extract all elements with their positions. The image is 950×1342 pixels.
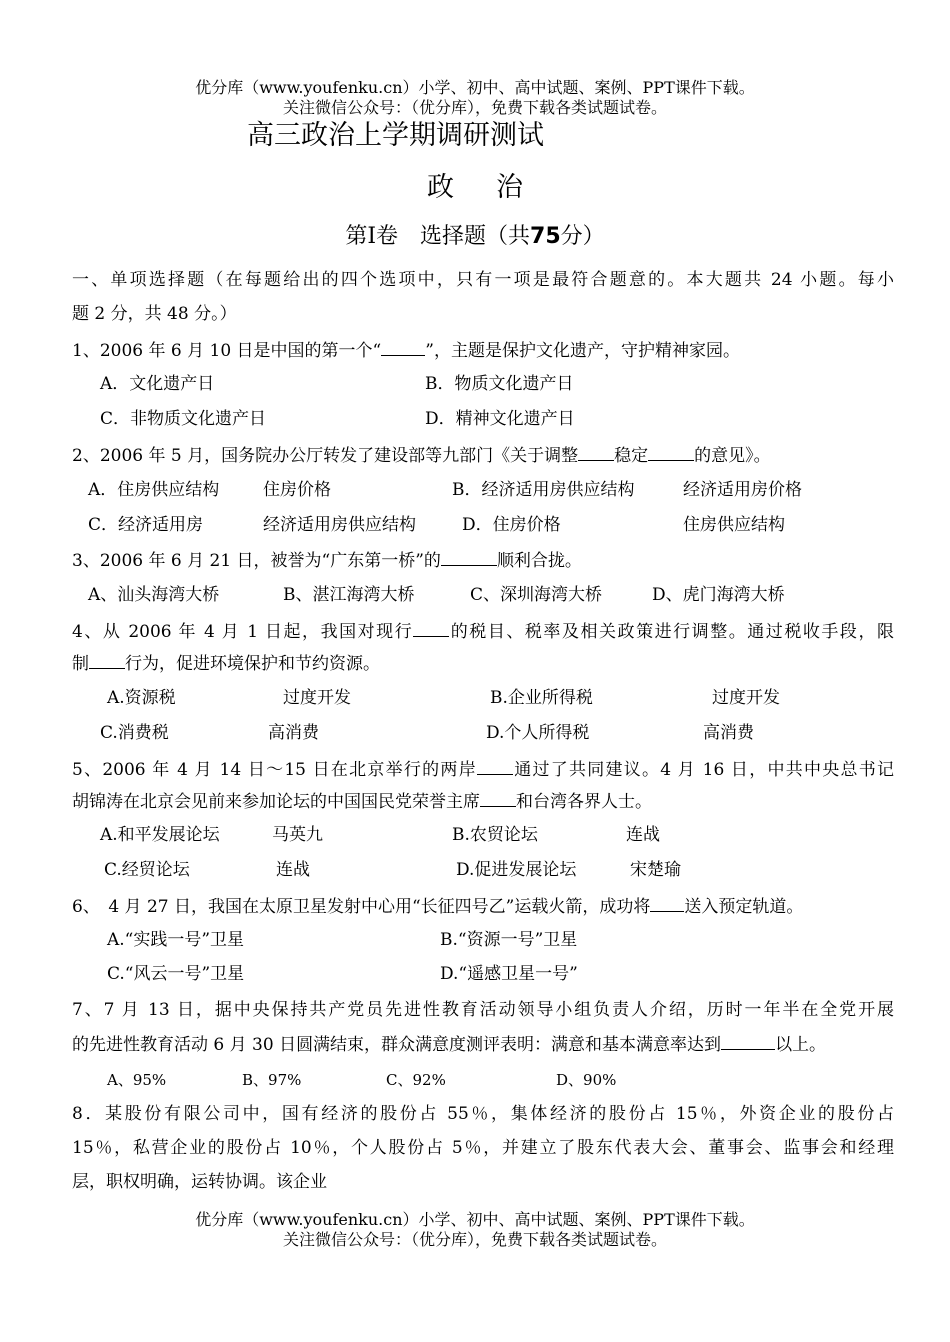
q3-option-d: D、虎门海湾大桥	[652, 585, 785, 605]
section-title-b: 分）	[560, 224, 605, 249]
stem-text: 胡锦涛在北京会见前来参加论坛的中国国民党荣誉主席	[72, 792, 480, 812]
stem-text: 行为，促进环境保护和节约资源。	[125, 654, 380, 674]
question-2-stem	[72, 443, 894, 468]
answer-blank	[648, 443, 694, 461]
stem-text: 送入预定轨道。	[684, 897, 804, 917]
question-5-stem-line-2	[72, 789, 894, 814]
stem-text: 稳定	[614, 446, 649, 466]
page-header	[0, 78, 950, 118]
q7-option-d: D、90%	[556, 1071, 617, 1089]
answer-blank	[441, 548, 497, 566]
q4-option-a-part2: 过度开发	[283, 688, 351, 708]
q6-option-d: D.“遥感卫星一号”	[440, 964, 578, 984]
stem-text: 2、2006 年 5 月，国务院办公厅转发了建设部等九部门《关于调整	[72, 446, 579, 466]
q4-option-c-part2: 高消费	[268, 723, 319, 743]
stem-text: 5、2006 年 4 月 14 日～15 日在北京举行的两岸	[72, 760, 477, 780]
header-line-1: 优分库（www.youfenku.cn）小学、初中、高中试题、案例、PPT课件下载。	[195, 78, 755, 97]
q2-option-a-part2: 住房价格	[263, 480, 331, 500]
q1-option-c: C．非物质文化遗产日	[100, 409, 267, 429]
q2-option-a: A．住房供应结构	[88, 480, 220, 500]
q3-option-a: A、汕头海湾大桥	[88, 585, 220, 605]
q2-option-c: C．经济适用房	[88, 515, 204, 535]
q2-option-d-part2: 住房供应结构	[683, 515, 785, 535]
q5-option-a: A.和平发展论坛	[100, 825, 220, 845]
stem-text: 的先进性教育活动 6 月 30 日圆满结束，群众满意度测评表明：满意和基本满意率达到	[72, 1035, 722, 1055]
q2-option-b: B．经济适用房供应结构	[452, 480, 635, 500]
stem-text: 顺利合拢。	[496, 551, 582, 571]
section-title-a: 第Ⅰ卷 选择题（共	[345, 224, 531, 249]
question-7-stem-line-1: 7、7 月 13 日，据中央保持共产党员先进性教育活动领导小组负责人介绍，历时一年半在全党开展	[72, 1000, 894, 1020]
answer-blank	[477, 757, 513, 775]
instructions-line-2: 题 2 分，共 48 分。）	[72, 304, 237, 324]
q5-option-b-part2: 连战	[626, 825, 660, 845]
q6-option-c: C.“风云一号”卫星	[107, 964, 245, 984]
stem-text: 的意见》。	[694, 446, 771, 466]
q5-option-d: D.促进发展论坛	[456, 860, 577, 880]
header-line-2: 关注微信公众号：（优分库），免费下载各类试题试卷。	[282, 98, 667, 117]
footer-line-2: 关注微信公众号：（优分库），免费下载各类试题试卷。	[282, 1230, 667, 1249]
q4-option-d-part2: 高消费	[703, 723, 754, 743]
answer-blank	[480, 789, 516, 807]
q5-option-a-part2: 马英九	[272, 825, 323, 845]
q3-option-b: B、湛江海湾大桥	[283, 585, 415, 605]
q4-option-c: C.消费税	[100, 723, 169, 743]
q7-option-b: B、97%	[242, 1071, 302, 1089]
stem-text: 和台湾各界人士。	[516, 792, 652, 812]
q1-option-b: B．物质文化遗产日	[425, 374, 574, 394]
q5-option-c: C.经贸论坛	[104, 860, 190, 880]
q5-option-d-part2: 宋楚瑜	[630, 860, 681, 880]
question-1-stem	[72, 338, 894, 363]
q2-option-d: D．住房价格	[462, 515, 561, 535]
q6-option-b: B.“资源一号”卫星	[440, 930, 578, 950]
instructions-line-1: 一、单项选择题（在每题给出的四个选项中，只有一项是最符合题意的。本大题共 24 小题。每小	[72, 270, 894, 290]
q2-option-c-part2: 经济适用房供应结构	[263, 515, 416, 535]
answer-blank	[381, 338, 425, 356]
answer-blank	[89, 651, 125, 669]
question-3-stem	[72, 548, 894, 573]
section-title	[0, 222, 950, 252]
q4-option-d: D.个人所得税	[486, 723, 590, 743]
page-footer	[0, 1210, 950, 1250]
answer-blank	[650, 894, 684, 912]
question-8-stem-line-1: 8．某股份有限公司中，国有经济的股份占 55％，集体经济的股份占 15％，外资企业的股份占	[72, 1104, 894, 1124]
q7-option-c: C、92%	[386, 1071, 446, 1089]
stem-text: 的税目、税率及相关政策进行调整。通过税收手段，限	[449, 622, 894, 642]
q1-option-d: D．精神文化遗产日	[425, 409, 575, 429]
exam-title: 高三政治上学期调研测试	[247, 120, 544, 151]
question-8-stem-line-3: 层，职权明确，运转协调。该企业	[72, 1172, 327, 1192]
stem-text: 制	[72, 654, 89, 674]
q1-option-a: A．文化遗产日	[100, 374, 215, 394]
q4-option-b: B.企业所得税	[490, 688, 593, 708]
q5-option-c-part2: 连战	[276, 860, 310, 880]
question-4-stem-line-2	[72, 651, 894, 676]
question-5-stem-line-1	[72, 757, 894, 782]
stem-text: 3、2006 年 6 月 21 日，被誉为“广东第一桥”的	[72, 551, 441, 571]
q4-option-a: A.资源税	[107, 688, 176, 708]
subject-title: 政治	[427, 172, 565, 203]
section-title-score: 75	[530, 224, 561, 249]
stem-text: 1、2006 年 6 月 10 日是中国的第一个“	[72, 341, 382, 361]
question-6-stem	[72, 894, 894, 919]
answer-blank	[721, 1032, 775, 1050]
question-7-stem-line-2	[72, 1032, 894, 1057]
q2-option-b-part2: 经济适用房价格	[683, 480, 802, 500]
q5-option-b: B.农贸论坛	[452, 825, 538, 845]
q3-option-c: C、深圳海湾大桥	[470, 585, 603, 605]
footer-line-1: 优分库（www.youfenku.cn）小学、初中、高中试题、案例、PPT课件下载。	[195, 1210, 755, 1229]
question-8-stem-line-2: 15％，私营企业的股份占 10％，个人股份占 5％，并建立了股东代表大会、董事会、监事会和经理	[72, 1138, 894, 1158]
stem-text: ”，主题是保护文化遗产，守护精神家园。	[425, 341, 740, 361]
q7-option-a: A、95%	[107, 1071, 167, 1089]
answer-blank	[413, 619, 449, 637]
stem-text: 通过了共同建议。4 月 16 日，中共中央总书记	[512, 760, 894, 780]
stem-text: 6、 4 月 27 日，我国在太原卫星发射中心用“长征四号乙”运载火箭，成功将	[72, 897, 651, 917]
question-4-stem-line-1	[72, 619, 894, 644]
stem-text: 以上。	[775, 1035, 827, 1055]
q4-option-b-part2: 过度开发	[712, 688, 780, 708]
stem-text: 4、从 2006 年 4 月 1 日起，我国对现行	[72, 622, 414, 642]
answer-blank	[578, 443, 614, 461]
q6-option-a: A.“实践一号”卫星	[107, 930, 245, 950]
